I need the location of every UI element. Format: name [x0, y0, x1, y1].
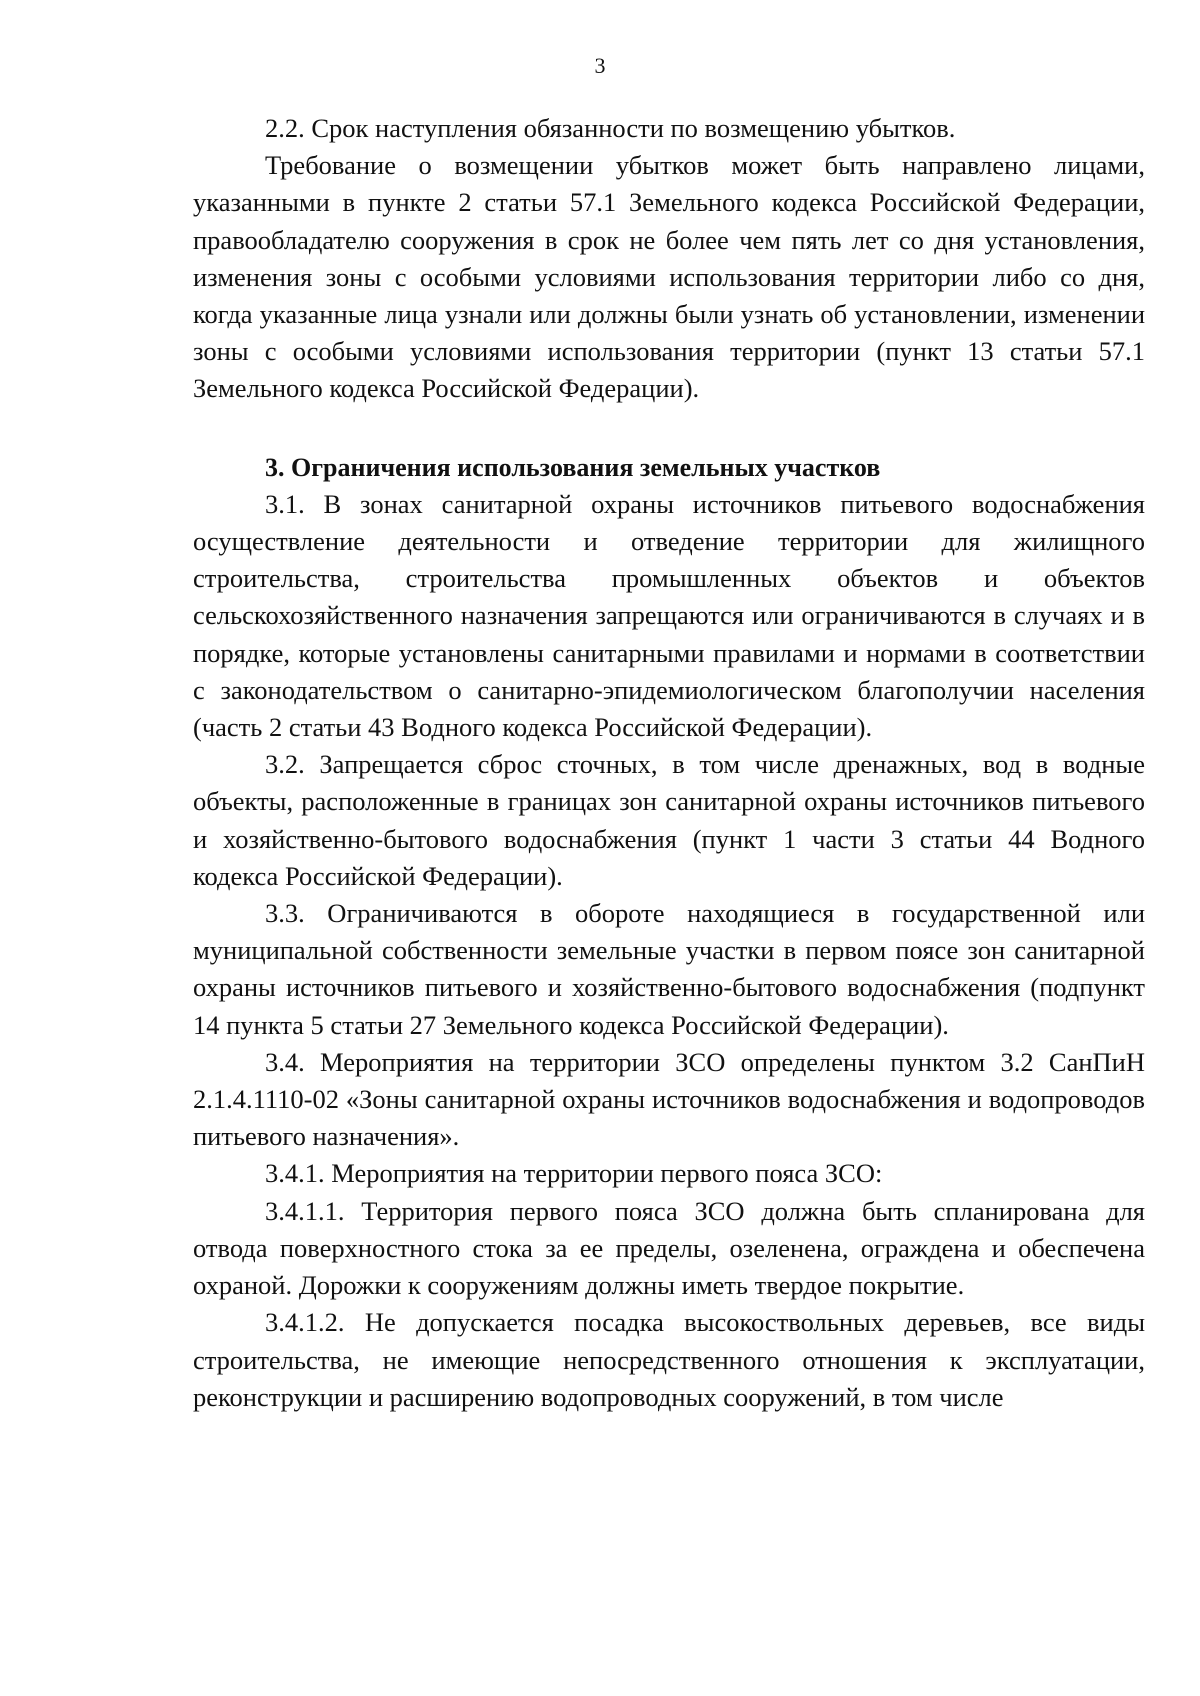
paragraph-3-3: 3.3. Ограничиваются в обороте находящиеся в государственной или муниципальной собственности земельные участки в первом поясе зон санитарной охраны источников питьевого и хозяйственно-бытового водоснабжения (подпункт 14 пункта 5 статьи 27 Земельного кодекса Российской Федерации). [193, 898, 1145, 1040]
paragraph-3-4-1-1: 3.4.1.1. Территория первого пояса ЗСО должна быть спланирована для отвода поверхностного стока за ее пределы, озеленена, ограждена и обеспечена охраной. Дорожки к сооружениям должны иметь твердое покрытие. [193, 1195, 1145, 1301]
document-body [193, 110, 1145, 1416]
paragraph-3-4-1: 3.4.1. Мероприятия на территории первого пояса ЗСО: [265, 1158, 883, 1189]
paragraph-3-4: 3.4. Мероприятия на территории ЗСО определены пунктом 3.2 СанПиН 2.1.4.1110-02 «Зоны санитарной охраны источников водоснабжения и водопроводов питьевого назначения». [193, 1046, 1145, 1152]
page-number: 3 [594, 53, 606, 78]
section-2-2-text: Требование о возмещении убытков может быть направлено лицами, указанными в пункте 2 статьи 57.1 Земельного кодекса Российской Федерации, правообладателю сооружения в срок не более чем пять лет со дня установления, изменения зоны с особыми условиями использования территории либо со дня, когда указанные лица узнали или должны были узнать об установлении, изменении зоны с особыми условиями использования территории (пункт 13 статьи 57.1 Земельного кодекса Российской Федерации). [193, 150, 1145, 404]
paragraph-3-4-1-2: 3.4.1.2. Не допускается посадка высокоствольных деревьев, все виды строительства, не имеющие непосредственного отношения к эксплуатации, реконструкции и расширению водопроводных сооружений, в том числе [193, 1307, 1145, 1412]
paragraph-3-2: 3.2. Запрещается сброс сточных, в том числе дренажных, вод в водные объекты, расположенные в границах зон санитарной охраны источников питьевого и хозяйственно-бытового водоснабжения (пункт 1 части 3 статьи 44 Водного кодекса Российской Федерации). [193, 749, 1145, 891]
section-3-heading: 3. Ограничения использования земельных участков [265, 452, 881, 482]
paragraph-3-1: 3.1. В зонах санитарной охраны источников питьевого водоснабжения осуществление деятельности и отведение территории для жилищного строительства, строительства промышленных объектов и объектов сельскохозяйственного назначения запрещаются или ограничиваются в случаях и в порядке, которые установлены санитарными правилами и нормами в соответствии с законодательством о санитарно-эпидемиологическом благополучии населения (часть 2 статьи 43 Водного кодекса Российской Федерации). [193, 488, 1145, 743]
section-2-2-title: 2.2. Срок наступления обязанности по возмещению убытков. [265, 113, 956, 143]
